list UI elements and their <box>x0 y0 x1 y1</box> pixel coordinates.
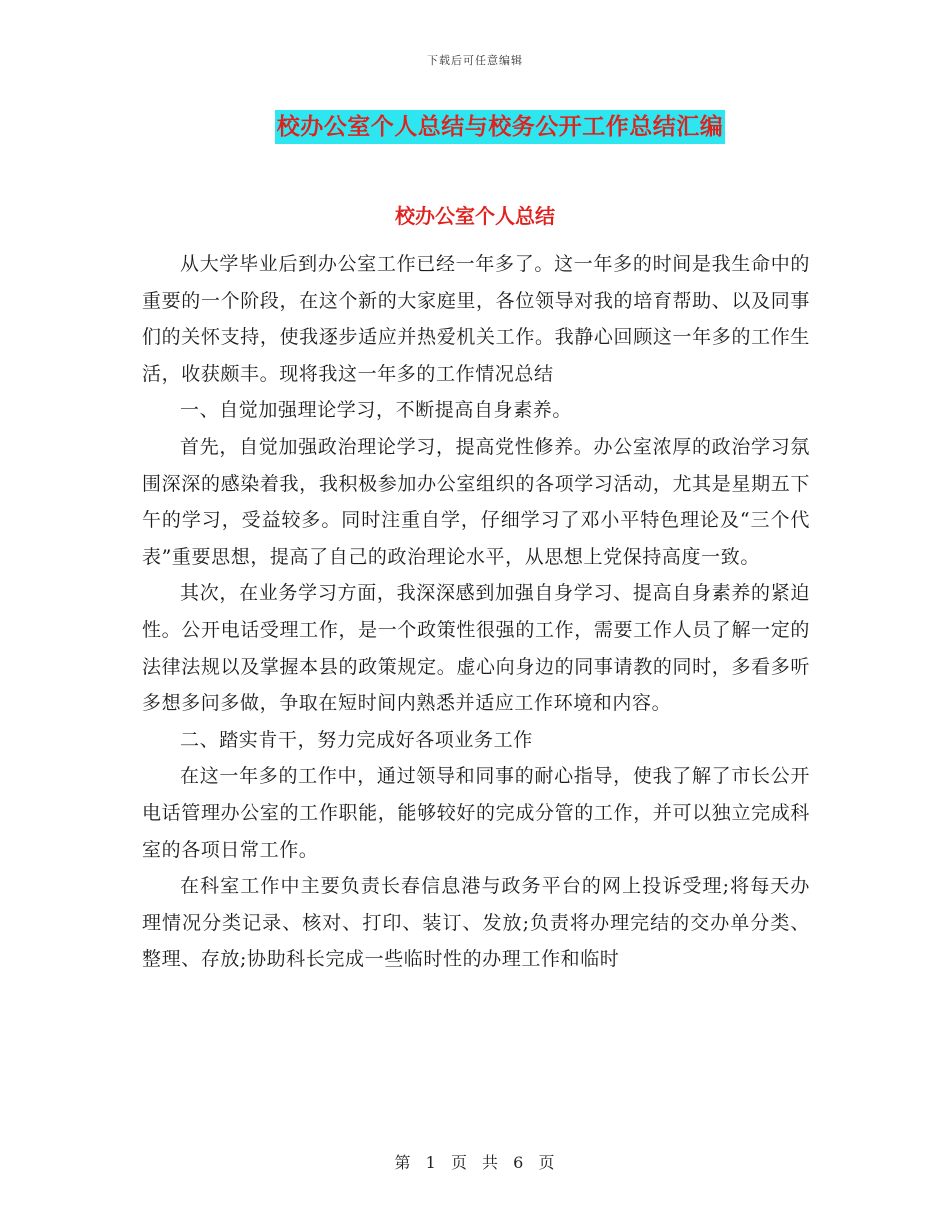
footer-label-ye-2: 页 <box>538 1153 556 1172</box>
footer-total-pages: 6 <box>513 1153 525 1172</box>
footer-label-ye: 页 <box>450 1153 468 1172</box>
paragraph-work-duties: 在这一年多的工作中，通过领导和同事的耐心指导，使我了解了市长公开电话管理办公室的工作职能，能够较好的完成分管的工作，并可以独立完成科室的各项日常工作。 <box>142 765 810 861</box>
footer-label-di: 第 <box>394 1153 412 1172</box>
main-title: 校办公室个人总结与校务公开工作总结汇编 <box>275 110 726 144</box>
section-title: 校办公室个人总结 <box>395 204 555 228</box>
footer-label-gong: 共 <box>482 1153 500 1172</box>
page-footer <box>0 1150 950 1173</box>
heading-business-work: 二、踏实肯干，努力完成好各项业务工作 <box>180 728 533 751</box>
header-note: 下载后可任意编辑 <box>427 54 523 67</box>
footer-current-page: 1 <box>425 1153 437 1172</box>
document-body <box>142 246 810 978</box>
paragraph-political-study: 首先，自觉加强政治理论学习，提高党性修养。办公室浓厚的政治学习氛围深深的感染着我，我积极参加办公室组织的各项学习活动，尤其是星期五下午的学习，受益较多。同时注重自学，仔细学习了邓小平特色理论及“三个代表”重要思想，提高了自己的政治理论水平，从思想上党保持高度一致。 <box>142 435 810 568</box>
paragraph-office-tasks: 在科室工作中主要负责长春信息港与政务平台的网上投诉受理;将每天办理情况分类记录、核对、打印、装订、发放;负责将办理完结的交办单分类、整理、存放;协助科长完成一些临时性的办理工作和临时 <box>142 875 810 971</box>
main-title-wrapper <box>0 110 950 144</box>
paragraph-business-study: 其次，在业务学习方面，我深深感到加强自身学习、提高自身素养的紧迫性。公开电话受理工作，是一个政策性很强的工作，需要工作人员了解一定的法律法规以及掌握本县的政策规定。虚心向身边的同事请教的同时，多看多听多想多问多做，争取在短时间内熟悉并适应工作环境和内容。 <box>142 582 810 715</box>
paragraph-intro: 从大学毕业后到办公室工作已经一年多了。这一年多的时间是我生命中的重要的一个阶段，在这个新的大家庭里，各位领导对我的培育帮助、以及同事们的关怀支持，使我逐步适应并热爱机关工作。我静心回顾这一年多的工作生活，收获颇丰。现将我这一年多的工作情况总结 <box>142 253 810 385</box>
heading-theory-study: 一、自觉加强理论学习，不断提高自身素养。 <box>180 399 573 422</box>
